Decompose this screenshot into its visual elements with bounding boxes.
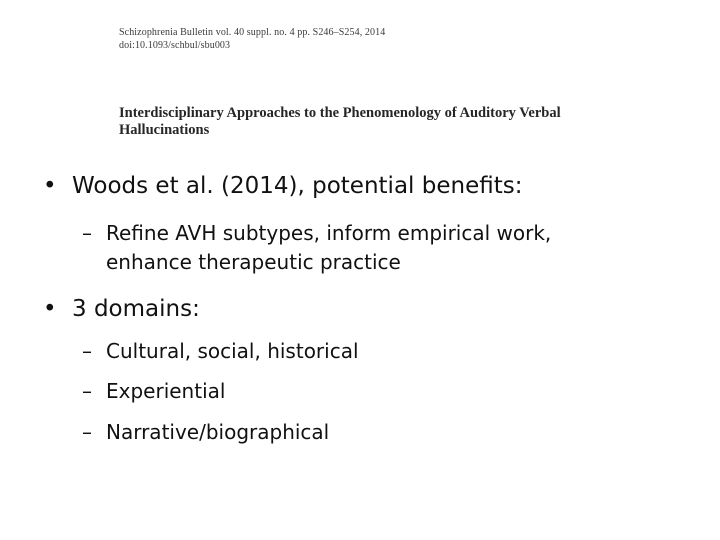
doi-reference: doi:10.1093/schbul/sbu003: [119, 40, 231, 51]
dash-marker: –: [82, 379, 92, 403]
sub-bullet-narrative: [82, 418, 329, 447]
sub-bullet-text: Cultural, social, historical: [106, 339, 359, 363]
sub-bullet-text-line-2: enhance therapeutic practice: [106, 250, 401, 274]
dash-marker: –: [82, 339, 92, 363]
sub-bullet-text: Experiential: [106, 379, 226, 403]
dash-marker: –: [82, 221, 92, 245]
bullet-marker: •: [43, 173, 57, 199]
bullet-text: 3 domains:: [72, 296, 200, 322]
sub-bullet-experiential: [82, 377, 225, 406]
paper-title-line-2: Hallucinations: [119, 122, 210, 138]
sub-bullet-cultural: [82, 337, 359, 366]
journal-reference: Schizophrenia Bulletin vol. 40 suppl. no. 4 pp. S246–S254, 2014: [119, 27, 386, 38]
bullet-item-benefits: [43, 172, 522, 200]
paper-title: [119, 105, 619, 139]
bullet-marker: •: [43, 296, 57, 322]
bullet-text: Woods et al. (2014), potential benefits:: [72, 173, 523, 199]
dash-marker: –: [82, 420, 92, 444]
sub-bullet-text-line-1: Refine AVH subtypes, inform empirical work,: [106, 221, 552, 245]
bullet-item-domains: [43, 295, 200, 323]
journal-citation-image: [119, 26, 619, 138]
paper-title-line-1: Interdisciplinary Approaches to the Phenomenology of Auditory Verbal: [119, 105, 561, 121]
sub-bullet-benefits-detail: [82, 219, 551, 277]
sub-bullet-text: Narrative/biographical: [106, 420, 330, 444]
